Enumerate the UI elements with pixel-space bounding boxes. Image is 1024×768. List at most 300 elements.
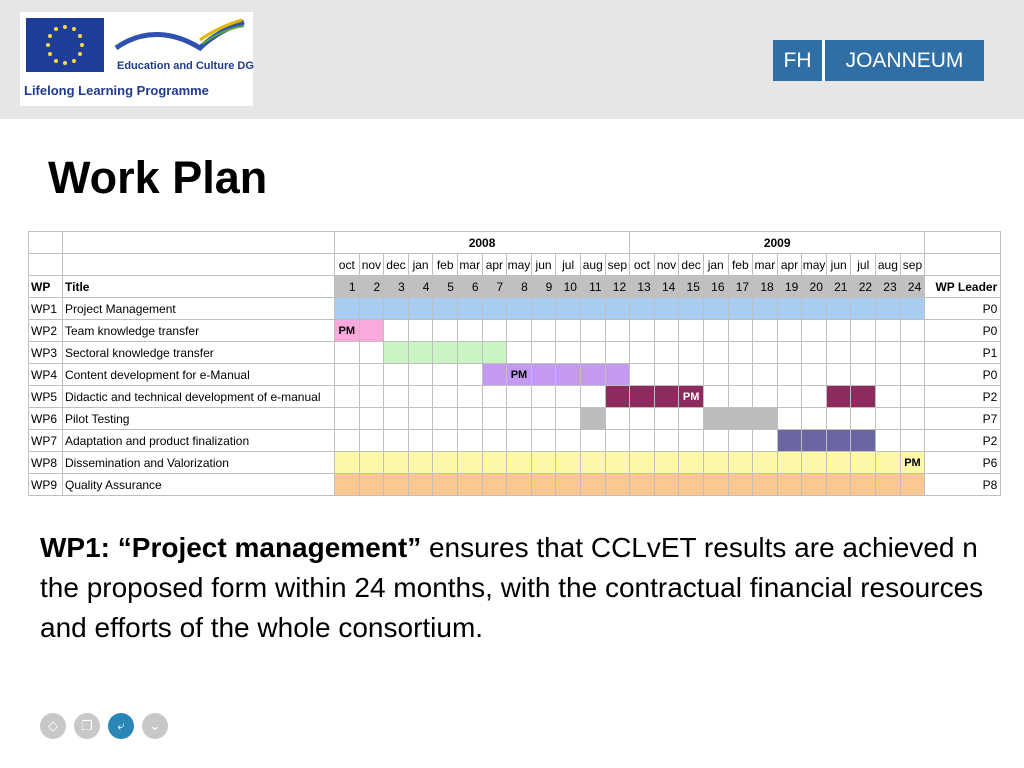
- gantt-empty-cell: [605, 320, 630, 342]
- month-header: dec: [384, 254, 409, 276]
- gantt-bar-cell: [826, 452, 851, 474]
- gantt-bar-cell: [605, 452, 630, 474]
- gantt-empty-cell: [359, 408, 384, 430]
- month-header: jan: [703, 254, 728, 276]
- wp-leader: P2: [925, 386, 1001, 408]
- fh-logo-right: JOANNEUM: [825, 40, 984, 81]
- gantt-bar-cell: [851, 452, 876, 474]
- gantt-bar-cell: [335, 474, 360, 496]
- wp-id: WP2: [29, 320, 63, 342]
- gantt-empty-cell: [482, 408, 507, 430]
- gantt-empty-cell: [630, 320, 655, 342]
- page-title: Work Plan: [48, 152, 268, 203]
- gantt-bar-cell: [777, 474, 802, 496]
- wp-title: Pilot Testing: [63, 408, 335, 430]
- gantt-bar-cell: [753, 474, 778, 496]
- gantt-bar-cell: [826, 298, 851, 320]
- month-row: [29, 254, 1001, 276]
- gantt-empty-cell: [777, 408, 802, 430]
- gantt-bar-cell: [851, 298, 876, 320]
- gantt-bar-cell: [457, 452, 482, 474]
- gantt-empty-cell: [876, 408, 901, 430]
- gantt-empty-cell: [605, 342, 630, 364]
- gantt-empty-cell: [580, 430, 605, 452]
- gantt-bar-cell: [876, 474, 901, 496]
- gantt-empty-cell: [802, 386, 827, 408]
- gantt-empty-cell: [384, 386, 409, 408]
- gantt-bar-cell: [851, 474, 876, 496]
- gantt-empty-cell: [851, 342, 876, 364]
- gantt-empty-cell: [802, 342, 827, 364]
- gantt-empty-cell: [335, 408, 360, 430]
- gantt-bar-cell: [605, 386, 630, 408]
- gantt-bar-cell: [826, 386, 851, 408]
- blank-cell: [63, 232, 335, 254]
- gantt-bar-cell: [531, 364, 556, 386]
- gantt-bar-cell: [531, 474, 556, 496]
- gantt-empty-cell: [507, 342, 532, 364]
- pm-label: PM: [904, 456, 921, 469]
- gantt-bar-cell: [507, 298, 532, 320]
- gantt-empty-cell: [605, 430, 630, 452]
- gantt-bar-cell: [630, 298, 655, 320]
- month-header: jun: [531, 254, 556, 276]
- gantt-empty-cell: [679, 320, 704, 342]
- gantt-empty-cell: [654, 364, 679, 386]
- month-number: 14: [654, 276, 679, 298]
- gantt-bar-cell: [826, 474, 851, 496]
- gantt-bar-cell: [408, 452, 433, 474]
- gantt-bar-cell: [777, 452, 802, 474]
- month-number: 2: [359, 276, 384, 298]
- gantt-empty-cell: [900, 430, 925, 452]
- view-icon[interactable]: ◇: [40, 713, 66, 739]
- gantt-empty-cell: [408, 386, 433, 408]
- month-number: 11: [580, 276, 605, 298]
- dg-label: Education and Culture DG: [117, 60, 254, 72]
- gantt-bar-cell: [826, 430, 851, 452]
- gantt-empty-cell: [482, 386, 507, 408]
- month-number: 4: [408, 276, 433, 298]
- gantt-bar-cell: [531, 298, 556, 320]
- swoosh-icon: [114, 18, 246, 58]
- gantt-empty-cell: [876, 430, 901, 452]
- gantt-empty-cell: [457, 430, 482, 452]
- wp-column-header: WP: [29, 276, 63, 298]
- gantt-bar-cell: [580, 452, 605, 474]
- wp-title: Quality Assurance: [63, 474, 335, 496]
- gantt-bar-cell: [679, 474, 704, 496]
- gantt-empty-cell: [753, 364, 778, 386]
- blank-cell: [925, 254, 1001, 276]
- gantt-bar-cell: [876, 298, 901, 320]
- gantt-bar-cell: [556, 452, 581, 474]
- month-number: 15: [679, 276, 704, 298]
- work-package-row: [29, 320, 1001, 342]
- wp-leader: P0: [925, 364, 1001, 386]
- gantt-bar-cell: [654, 298, 679, 320]
- gantt-bar-cell: [851, 430, 876, 452]
- gantt-empty-cell: [654, 342, 679, 364]
- gantt-empty-cell: [654, 408, 679, 430]
- gantt-empty-cell: [507, 408, 532, 430]
- wp-title: Dissemination and Valorization: [63, 452, 335, 474]
- gantt-empty-cell: [900, 408, 925, 430]
- wp-leader: P0: [925, 298, 1001, 320]
- gantt-empty-cell: [507, 430, 532, 452]
- gantt-bar-cell: [679, 298, 704, 320]
- gantt-empty-cell: [728, 364, 753, 386]
- gantt-empty-cell: [777, 386, 802, 408]
- gantt-bar-cell: [703, 298, 728, 320]
- gantt-bar-cell: [753, 298, 778, 320]
- blank-cell: [925, 232, 1001, 254]
- wp1-heading: WP1: “Project management”: [40, 532, 422, 563]
- gantt-empty-cell: [654, 320, 679, 342]
- milestone-pm-cell: [335, 320, 360, 342]
- gantt-empty-cell: [556, 342, 581, 364]
- month-number: 22: [851, 276, 876, 298]
- gantt-bar-cell: [457, 342, 482, 364]
- milestone-pm-cell: [679, 386, 704, 408]
- gantt-empty-cell: [384, 320, 409, 342]
- gantt-bar-cell: [630, 452, 655, 474]
- gantt-empty-cell: [482, 430, 507, 452]
- gantt-empty-cell: [777, 342, 802, 364]
- month-header: feb: [728, 254, 753, 276]
- gantt-empty-cell: [433, 430, 458, 452]
- gantt-bar-cell: [359, 298, 384, 320]
- wp-id: WP4: [29, 364, 63, 386]
- gantt-empty-cell: [580, 320, 605, 342]
- gantt-empty-cell: [728, 342, 753, 364]
- gantt-empty-cell: [679, 408, 704, 430]
- gantt-empty-cell: [408, 430, 433, 452]
- month-header: nov: [654, 254, 679, 276]
- month-header: apr: [482, 254, 507, 276]
- gantt-empty-cell: [851, 320, 876, 342]
- wp-id: WP3: [29, 342, 63, 364]
- wp-leader: P0: [925, 320, 1001, 342]
- gantt-bar-cell: [728, 408, 753, 430]
- month-number: 18: [753, 276, 778, 298]
- gantt-bar-cell: [580, 474, 605, 496]
- gantt-bar-cell: [359, 452, 384, 474]
- work-package-row: [29, 364, 1001, 386]
- gantt-empty-cell: [408, 364, 433, 386]
- gantt-empty-cell: [753, 386, 778, 408]
- month-header: mar: [457, 254, 482, 276]
- gantt-bar-cell: [457, 298, 482, 320]
- pm-label: PM: [338, 324, 356, 337]
- gantt-bar-cell: [482, 474, 507, 496]
- gantt-bar-cell: [900, 298, 925, 320]
- gantt-empty-cell: [630, 408, 655, 430]
- gantt-bar-cell: [482, 298, 507, 320]
- gantt-empty-cell: [433, 320, 458, 342]
- month-number: 12: [605, 276, 630, 298]
- wp1-text: ensures that CCLvET results are achieved n the proposed form within 24 months, with the contractual financial resources and efforts of the whole consortium.: [40, 532, 984, 643]
- gantt-empty-cell: [703, 364, 728, 386]
- gantt-empty-cell: [777, 364, 802, 386]
- wp-title: Project Management: [63, 298, 335, 320]
- month-header: jun: [826, 254, 851, 276]
- gantt-empty-cell: [457, 408, 482, 430]
- gantt-empty-cell: [900, 320, 925, 342]
- gantt-empty-cell: [359, 430, 384, 452]
- gantt-empty-cell: [384, 408, 409, 430]
- gantt-empty-cell: [851, 364, 876, 386]
- year-header: 2009: [630, 232, 925, 254]
- gantt-empty-cell: [876, 386, 901, 408]
- gantt-empty-cell: [408, 408, 433, 430]
- gantt-empty-cell: [703, 430, 728, 452]
- pm-label: PM: [682, 390, 700, 403]
- column-header-row: [29, 276, 1001, 298]
- gantt-bar-cell: [433, 298, 458, 320]
- gantt-bar-cell: [384, 298, 409, 320]
- year-row: [29, 232, 1001, 254]
- gantt-empty-cell: [359, 386, 384, 408]
- month-number: 16: [703, 276, 728, 298]
- work-package-row: [29, 408, 1001, 430]
- gantt-bar-cell: [777, 298, 802, 320]
- gantt-bar-cell: [335, 298, 360, 320]
- gantt-bar-cell: [802, 452, 827, 474]
- gantt-bar-cell: [457, 474, 482, 496]
- milestone-pm-cell: [900, 452, 925, 474]
- gantt-empty-cell: [531, 342, 556, 364]
- gantt-bar-cell: [433, 474, 458, 496]
- gantt-empty-cell: [900, 342, 925, 364]
- gantt-empty-cell: [433, 408, 458, 430]
- month-number: 19: [777, 276, 802, 298]
- work-package-row: [29, 386, 1001, 408]
- eu-flag-icon: [26, 18, 104, 72]
- month-header: aug: [580, 254, 605, 276]
- work-package-row: [29, 474, 1001, 496]
- wp-leader: P2: [925, 430, 1001, 452]
- copy-icon[interactable]: ❐: [74, 713, 100, 739]
- wp-id: WP5: [29, 386, 63, 408]
- wp-title: Content development for e-Manual: [63, 364, 335, 386]
- month-number: 5: [433, 276, 458, 298]
- month-number: 24: [900, 276, 925, 298]
- gantt-empty-cell: [335, 342, 360, 364]
- gantt-empty-cell: [556, 320, 581, 342]
- month-number: 21: [826, 276, 851, 298]
- gantt-bar-cell: [802, 298, 827, 320]
- gantt-empty-cell: [384, 430, 409, 452]
- gantt-empty-cell: [408, 320, 433, 342]
- gantt-bar-cell: [900, 474, 925, 496]
- gantt-empty-cell: [900, 364, 925, 386]
- wp-title: Sectoral knowledge transfer: [63, 342, 335, 364]
- return-icon[interactable]: ⤶: [108, 713, 134, 739]
- gantt-bar-cell: [580, 364, 605, 386]
- month-number: 7: [482, 276, 507, 298]
- gantt-bar-cell: [851, 386, 876, 408]
- fh-joanneum-logo: [773, 40, 984, 81]
- gantt-empty-cell: [580, 386, 605, 408]
- gantt-empty-cell: [728, 386, 753, 408]
- gantt-empty-cell: [457, 364, 482, 386]
- gantt-empty-cell: [335, 364, 360, 386]
- gantt-bar-cell: [408, 474, 433, 496]
- gantt-bar-cell: [384, 474, 409, 496]
- month-header: sep: [605, 254, 630, 276]
- gantt-empty-cell: [753, 320, 778, 342]
- month-number: 3: [384, 276, 409, 298]
- gantt-bar-cell: [531, 452, 556, 474]
- blank-cell: [63, 254, 335, 276]
- gantt-empty-cell: [802, 364, 827, 386]
- gantt-empty-cell: [703, 386, 728, 408]
- month-number: 8: [507, 276, 532, 298]
- month-header: mar: [753, 254, 778, 276]
- gantt-bar-cell: [654, 452, 679, 474]
- gantt-empty-cell: [482, 320, 507, 342]
- gantt-empty-cell: [630, 430, 655, 452]
- gantt-bar-cell: [876, 452, 901, 474]
- gantt-bar-cell: [605, 364, 630, 386]
- gantt-empty-cell: [900, 386, 925, 408]
- month-header: sep: [900, 254, 925, 276]
- wp-leader: P1: [925, 342, 1001, 364]
- gantt-empty-cell: [335, 430, 360, 452]
- gantt-bar-cell: [728, 298, 753, 320]
- wp-id: WP1: [29, 298, 63, 320]
- wp-id: WP7: [29, 430, 63, 452]
- gantt-empty-cell: [753, 342, 778, 364]
- month-header: oct: [630, 254, 655, 276]
- gantt-bar-cell: [753, 452, 778, 474]
- gantt-empty-cell: [826, 320, 851, 342]
- gantt-bar-cell: [556, 364, 581, 386]
- gantt-bar-cell: [630, 386, 655, 408]
- month-number: 23: [876, 276, 901, 298]
- leader-column-header: WP Leader: [925, 276, 1001, 298]
- title-column-header: Title: [63, 276, 335, 298]
- gantt-empty-cell: [507, 320, 532, 342]
- gantt-bar-cell: [605, 474, 630, 496]
- gantt-empty-cell: [531, 408, 556, 430]
- gantt-empty-cell: [876, 342, 901, 364]
- gantt-empty-cell: [876, 364, 901, 386]
- gantt-empty-cell: [433, 386, 458, 408]
- programme-label: Lifelong Learning Programme: [24, 83, 209, 98]
- gantt-empty-cell: [384, 364, 409, 386]
- gantt-bar-cell: [753, 408, 778, 430]
- month-number: 20: [802, 276, 827, 298]
- gantt-bar-cell: [433, 452, 458, 474]
- gantt-bar-cell: [335, 452, 360, 474]
- eu-lifelong-learning-logo: [20, 12, 253, 106]
- gantt-empty-cell: [679, 364, 704, 386]
- month-number: 1: [335, 276, 360, 298]
- gantt-bar-cell: [580, 298, 605, 320]
- gantt-empty-cell: [802, 408, 827, 430]
- gantt-bar-cell: [507, 452, 532, 474]
- menu-icon[interactable]: ⌄: [142, 713, 168, 739]
- gantt-bar-cell: [654, 386, 679, 408]
- gantt-bar-cell: [728, 452, 753, 474]
- gantt-empty-cell: [433, 364, 458, 386]
- gantt-empty-cell: [826, 364, 851, 386]
- month-header: may: [802, 254, 827, 276]
- gantt-empty-cell: [802, 320, 827, 342]
- work-package-row: [29, 342, 1001, 364]
- month-header: jul: [556, 254, 581, 276]
- gantt-empty-cell: [556, 408, 581, 430]
- gantt-empty-cell: [826, 342, 851, 364]
- gantt-empty-cell: [679, 342, 704, 364]
- gantt-bar-cell: [777, 430, 802, 452]
- month-number: 13: [630, 276, 655, 298]
- gantt-bar-cell: [384, 452, 409, 474]
- gantt-bar-cell: [482, 452, 507, 474]
- month-number: 17: [728, 276, 753, 298]
- gantt-bar-cell: [802, 474, 827, 496]
- gantt-empty-cell: [335, 386, 360, 408]
- gantt-bar-cell: [482, 342, 507, 364]
- month-header: aug: [876, 254, 901, 276]
- gantt-empty-cell: [876, 320, 901, 342]
- gantt-empty-cell: [703, 320, 728, 342]
- gantt-bar-cell: [728, 474, 753, 496]
- gantt-empty-cell: [457, 386, 482, 408]
- gantt-empty-cell: [531, 430, 556, 452]
- milestone-pm-cell: [507, 364, 532, 386]
- gantt-empty-cell: [457, 320, 482, 342]
- gantt-empty-cell: [630, 342, 655, 364]
- gantt-empty-cell: [777, 320, 802, 342]
- gantt-bar-cell: [384, 342, 409, 364]
- month-header: feb: [433, 254, 458, 276]
- gantt-empty-cell: [728, 320, 753, 342]
- gantt-bar-cell: [556, 474, 581, 496]
- wp1-description: [40, 528, 990, 648]
- gantt-bar-cell: [703, 408, 728, 430]
- wp-leader: P6: [925, 452, 1001, 474]
- gantt-empty-cell: [359, 364, 384, 386]
- wp-id: WP6: [29, 408, 63, 430]
- gantt-bar-cell: [605, 298, 630, 320]
- gantt-empty-cell: [605, 408, 630, 430]
- wp-title: Team knowledge transfer: [63, 320, 335, 342]
- gantt-empty-cell: [753, 430, 778, 452]
- gantt-bar-cell: [359, 474, 384, 496]
- blank-cell: [29, 232, 63, 254]
- blank-cell: [29, 254, 63, 276]
- gantt-bar-cell: [507, 474, 532, 496]
- gantt-empty-cell: [826, 408, 851, 430]
- gantt-bar-cell: [580, 408, 605, 430]
- gantt-bar-cell: [703, 452, 728, 474]
- gantt-bar-cell: [408, 298, 433, 320]
- wp-id: WP9: [29, 474, 63, 496]
- gantt-empty-cell: [654, 430, 679, 452]
- gantt-bar-cell: [703, 474, 728, 496]
- wp-id: WP8: [29, 452, 63, 474]
- wp-title: Didactic and technical development of e-manual: [63, 386, 335, 408]
- wp-leader: P8: [925, 474, 1001, 496]
- gantt-bar-cell: [482, 364, 507, 386]
- gantt-empty-cell: [703, 342, 728, 364]
- gantt-empty-cell: [556, 386, 581, 408]
- month-header: nov: [359, 254, 384, 276]
- wp-leader: P7: [925, 408, 1001, 430]
